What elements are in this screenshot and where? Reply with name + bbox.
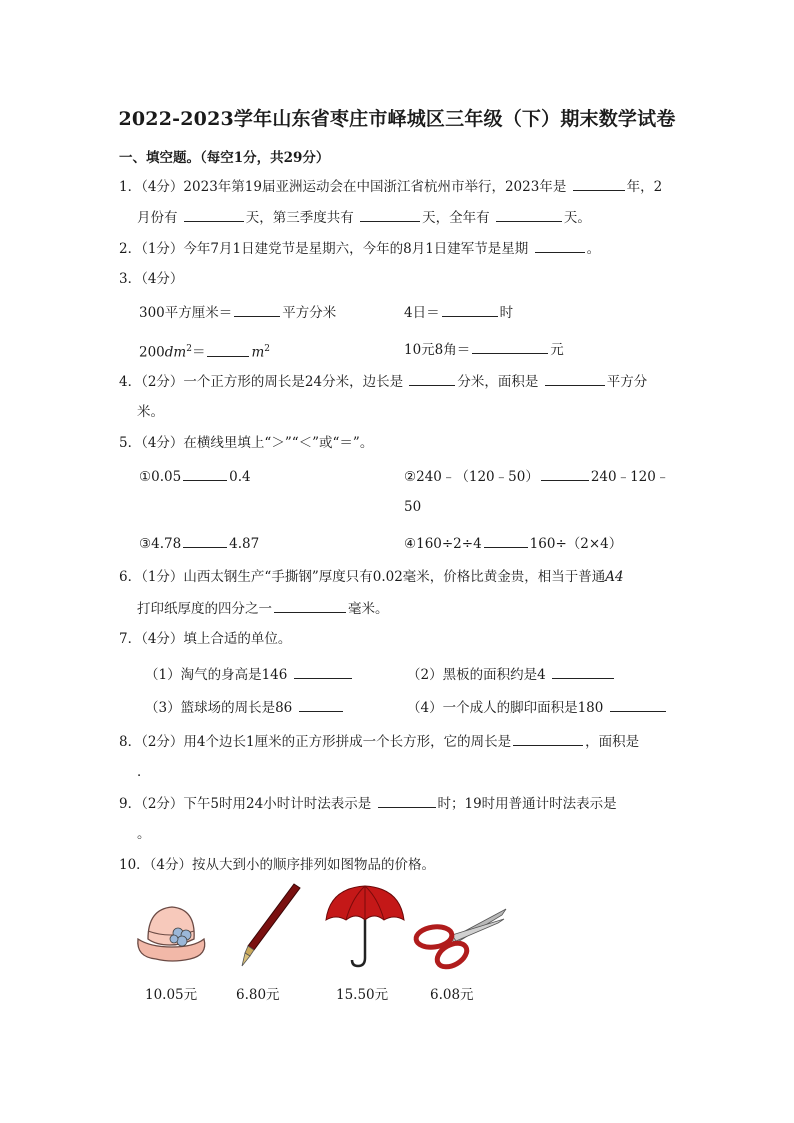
price-label-scissors: 6.08元: [430, 987, 474, 1003]
q5-item-1-right: 0.4: [229, 469, 251, 485]
price-label-umbrella: 15.50元: [336, 987, 389, 1003]
question-2: [119, 238, 600, 259]
q3-item-3-exponent-2: 2: [264, 344, 271, 354]
q3-item-1: [139, 302, 336, 323]
q5-item-1: [139, 466, 251, 487]
q3-item-2-unit: 时: [499, 305, 514, 321]
answer-blank[interactable]: [299, 697, 343, 712]
q7-item-3: [145, 697, 345, 718]
q1-text-c: 月份有: [137, 210, 178, 226]
q3-item-4: [404, 339, 564, 360]
question-8: [119, 731, 639, 752]
answer-blank[interactable]: [378, 793, 436, 808]
q3-item-4-text: 10元8角＝: [404, 342, 471, 358]
answer-blank[interactable]: [274, 598, 346, 613]
answer-blank[interactable]: [496, 207, 562, 222]
question-4: [119, 371, 647, 392]
q1-text-d: 天，第三季度共有: [245, 210, 354, 226]
question-9: [119, 793, 617, 814]
section-heading: 一、填空题。（每空1分，共29分）: [119, 150, 330, 166]
q1-text-a: 1．（4分）2023年第19届亚洲运动会在中国浙江省杭州市举行，2023年是: [119, 179, 567, 195]
price-label-pen: 6.80元: [236, 987, 280, 1003]
q5-item-2-left: ②240﹣（120﹣50）: [404, 469, 539, 485]
q1-text-b: 年，2: [626, 179, 663, 195]
q6-text-b: 打印纸厚度的四分之一: [137, 601, 272, 617]
q6-text-c: 毫米。: [348, 601, 389, 617]
q5-item-3-right: 4.87: [229, 536, 260, 552]
pen-icon: [236, 880, 302, 968]
q2-text-a: 2．（1分）今年7月1日建党节是星期六，今年的8月1日建军节是星期: [119, 241, 529, 257]
question-1: [119, 176, 662, 197]
question-6-line-2: [137, 598, 389, 619]
answer-blank[interactable]: [535, 238, 585, 253]
answer-blank[interactable]: [360, 207, 420, 222]
q3-item-3-equals: ＝: [191, 344, 206, 361]
q9-text-b: 时；19时用普通计时法表示是: [437, 796, 617, 812]
q5-item-2-cont: 50: [404, 499, 422, 515]
q7-item-2: [407, 664, 616, 685]
price-label-hat: 10.05元: [145, 987, 198, 1003]
q4-text-d: 米。: [137, 404, 164, 420]
q6-text-a: 6．（1分）山西太钢生产“手撕钢”厚度只有0.02毫米，价格比黄金贵，相当于普通: [119, 569, 606, 585]
q9-text-a: 9．（2分）下午5时用24小时计时法表示是: [119, 796, 372, 812]
q7-item-1: [145, 664, 354, 685]
question-5-heading: 5．（4分）在横线里填上“＞”“＜”或“＝”。: [119, 435, 374, 451]
answer-blank[interactable]: [610, 697, 666, 712]
question-3-heading: 3．（4分）: [119, 271, 184, 287]
q5-item-4: [404, 533, 622, 554]
answer-blank[interactable]: [472, 339, 548, 354]
q4-text-b: 分米，面积是: [457, 374, 539, 390]
scissors-icon: [410, 905, 508, 975]
q3-item-2-text: 4日＝: [404, 305, 440, 321]
answer-blank[interactable]: [552, 664, 614, 679]
answer-blank[interactable]: [541, 466, 589, 481]
q8-text-b: ，面积是: [585, 734, 640, 750]
question-1-line-2: [137, 207, 591, 228]
answer-blank[interactable]: [442, 302, 498, 317]
q3-item-1-text: 300平方厘米＝: [139, 305, 233, 321]
question-6: [119, 567, 624, 587]
q8-text-a: 8．（2分）用4个边长1厘米的正方形拼成一个长方形，它的周长是: [119, 734, 512, 750]
q3-item-2: [404, 302, 513, 323]
answer-blank[interactable]: [484, 533, 528, 548]
umbrella-icon: [322, 880, 408, 970]
q2-text-b: 。: [586, 241, 601, 257]
answer-blank[interactable]: [234, 302, 280, 317]
q7-item-4: [407, 697, 668, 718]
q5-item-3: [139, 533, 259, 554]
hat-icon: [134, 895, 210, 965]
q1-text-f: 天。: [563, 210, 591, 226]
q4-text-c: 平方分: [606, 374, 648, 390]
q6-paper-size: A4: [605, 569, 624, 585]
q7-item-3-text: （3）篮球场的周长是86: [145, 700, 293, 716]
q7-item-1-text: （1）淘气的身高是146: [145, 667, 288, 683]
q3-item-3-exponent: 2: [186, 344, 192, 354]
answer-blank[interactable]: [294, 664, 352, 679]
q5-item-2: [404, 466, 669, 487]
answer-blank[interactable]: [409, 371, 455, 386]
q5-item-4-left: ④160÷2÷4: [404, 536, 482, 552]
q5-item-2-right: 240﹣120﹣: [590, 469, 670, 485]
q8-text-c: ．: [137, 764, 151, 780]
answer-blank[interactable]: [183, 533, 227, 548]
answer-blank[interactable]: [545, 371, 605, 386]
answer-blank[interactable]: [207, 342, 249, 357]
q3-item-3: [139, 339, 270, 363]
q5-item-3-left: ③4.78: [139, 536, 182, 552]
q5-item-1-left: ①0.05: [139, 469, 182, 485]
question-7-heading: 7．（4分）填上合适的单位。: [119, 631, 292, 647]
answer-blank[interactable]: [513, 731, 583, 746]
q3-item-3-unit-2: m: [251, 344, 265, 361]
q3-item-4-unit: 元: [550, 342, 564, 358]
q3-item-3-unit: dm: [164, 344, 187, 361]
q3-item-1-unit: 平方分米: [282, 305, 337, 321]
question-10-heading: 10．（4分）按从大到小的顺序排列如图物品的价格。: [119, 857, 436, 873]
q4-text-a: 4．（2分）一个正方形的周长是24分米，边长是: [119, 374, 404, 390]
answer-blank[interactable]: [573, 176, 625, 191]
q1-text-e: 天，全年有: [422, 210, 490, 226]
q9-text-c: 。: [137, 826, 151, 842]
answer-blank[interactable]: [184, 207, 244, 222]
q3-item-3-number: 200: [139, 344, 165, 361]
q7-item-2-text: （2）黑板的面积约是4: [407, 667, 546, 683]
answer-blank[interactable]: [183, 466, 227, 481]
q7-item-4-text: （4）一个成人的脚印面积是180: [407, 700, 604, 716]
page-title: 2022-2023学年山东省枣庄市峄城区三年级（下）期末数学试卷: [118, 108, 676, 130]
q5-item-4-right: 160÷（2×4）: [529, 536, 623, 552]
